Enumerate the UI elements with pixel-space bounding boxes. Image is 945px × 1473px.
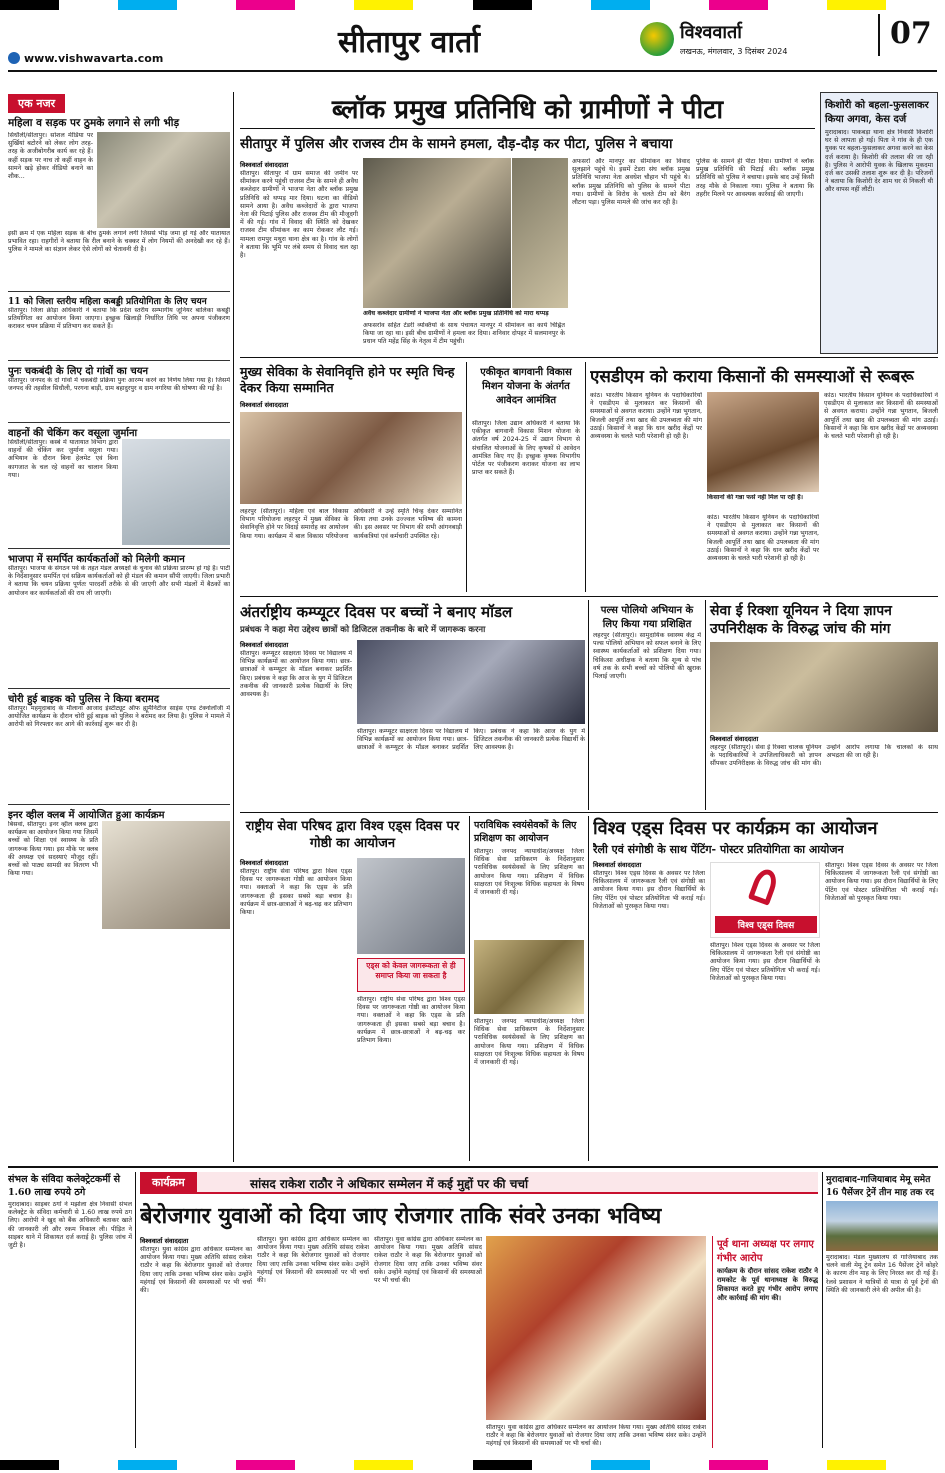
story-head: चोरी हुई बाइक को पुलिस ने किया बरामद	[8, 688, 230, 705]
story-body: बिसवां, सीतापुर। इनर व्हील क्लब द्वारा कार्यक्रम का आयोजन किया गया जिसमें बच्चों को शिक्षा एवं स्वास्थ्य के प्रति जागरूक किया गया। इस मौके पर क्लब की अध्यक्ष एवं सदस्याएं मौजूद रहीं। बच्चों को पाठ्य सामग्री का वितरण भी किया गया।	[8, 821, 98, 878]
story-head: मुरादाबाद-गाजियाबाद मेमू समेत 16 पैसेंजर ट्रेनें तीन माह तक रद	[826, 1175, 934, 1198]
story-body: सीतापुर। राष्ट्रीय सेवा परिषद द्वारा विश्व एड्स दिवस पर जागरूकता गोष्ठी का आयोजन किया गया। वक्ताओं ने कहा कि एड्स के प्रति जागरूकता ही इसका सबसे बड़ा बचाव है। कार्यक्रम में छात्र-छात्राओं ने बढ़-चढ़ कर प्रतिभाग किया।	[240, 868, 352, 917]
column-divider	[588, 600, 589, 810]
kicker: सांसद राकेश राठौर ने अधिकार सम्मेलन में कई मुद्दों पर की चर्चा	[250, 1177, 529, 1191]
story-head: विश्व एड्स दिवस पर कार्यक्रम का आयोजन	[593, 818, 878, 839]
train-photo	[826, 1201, 938, 1251]
byline: विश्ववार्ता संवाददाता	[140, 1237, 189, 1245]
sidebar-body: मुरादाबाद। पाकबड़ा थाना क्षेत्र निवासी किशोरी घर से लापता हो गई। पिता ने गांव के ही एक युवक पर बहला-फुसलाकर अगवा करने का केस दर्ज कराया है। किशोरी की तलाश की जा रही है। पुलिस ने आरोपी युवक के खिलाफ मुकदमा दर्ज कर उसकी तलाश शुरू कर दी है। परिजनों ने बताया कि किशोरी देर शाम घर से निकली थी और वापस नहीं लौटी।	[825, 129, 933, 194]
lead-headline: ब्लॉक प्रमुख प्रतिनिधि को ग्रामीणों ने पीटा	[331, 95, 724, 125]
masthead-rule	[8, 70, 937, 72]
story-head: पुनः चकबंदी के लिए दो गांवों का चयन	[8, 360, 230, 377]
lead-subhead: सीतापुर में पुलिस और राजस्व टीम के सामने हमला, दौड़-दौड़ कर पीटा, पुलिस ने बचाया	[240, 136, 673, 152]
color-strip-top	[0, 0, 945, 10]
story-body: कार्यक्रम के दौरान सांसद राकेश राठौर ने रामकोट के पूर्व थानाध्यक्ष के विरुद्ध शिकायत करते हुए गंभीर आरोप लगाए और कार्रवाई की मांग की।	[717, 1267, 818, 1302]
story-photo	[240, 412, 462, 504]
story-head: राष्ट्रीय सेवा परिषद द्वारा विश्व एड्स दिवस पर गोष्ठी का आयोजन	[245, 819, 460, 851]
story-head: सेवा ई रिक्शा यूनियन ने दिया ज्ञापन उपनिरीक्षक के विरुद्ध जांच की मांग	[710, 603, 892, 637]
story-body-2: सीतापुर। जनपद न्यायाधीश/अध्यक्ष जिला विधिक सेवा प्राधिकरण के निर्देशानुसार पराविधिक स्वयंसेवकों के लिए प्रशिक्षण का आयोजन किया गया। प्रशिक्षण में विधिक साक्षरता एवं निःशुल्क विधिक सहायता के विषय में जानकारी दी गई।	[474, 1018, 584, 1067]
lead-col-4: पुलिस के सामने ही पीटा दिया। ग्रामीणों ने ब्लॉक प्रमुख प्रतिनिधि की पिटाई की। ब्लॉक प्रमुख प्रतिनिधि को पुलिस ने बचाया। इसके बाद उन्हें किसी तरह मौके से निकाला गया। पुलिस ने बताया कि तहरीर मिलने पर आवश्यक कार्रवाई की जाएगी।	[696, 158, 814, 198]
story-body: सीतापुर। जनपद के दो गांवों में चकबंदी प्रक्रिया पुनः आरम्भ करने का निर्णय लिया गया है। जिसमें जनपद की तहसील सिधौली, परगना बाड़ी, ग्राम बहादुरपुर व ग्राम नगरिया की घोषणा की गई है।	[8, 377, 230, 393]
story-photo	[707, 392, 819, 492]
sidebar-head: किशोरी को बहला-फुसलाकर किया अगवा, केस दर्ज	[825, 100, 929, 125]
bottom-left	[8, 1172, 132, 1448]
story-body: सीतापुर। कम्प्यूटर साक्षरता दिवस पर विद्यालय में विभिन्न कार्यक्रमों का आयोजन किया गया। छात्र-छात्राओं ने कम्प्यूटर के मॉडल बनाकर प्रदर्शित किए। प्रबंधक ने कहा कि आज के युग में डिजिटल तकनीक की जानकारी प्रत्येक विद्यार्थी के लिए आवश्यक है।	[240, 650, 352, 699]
story-body: कांठ। भारतीय किसान यूनियन के पदाधिकारियों ने एसडीएम से मुलाकात कर किसानों की समस्याओं से अवगत कराया। उन्होंने गन्ना भुगतान, बिजली आपूर्ति तथा खाद की उपलब्धता की मांग उठाई। किसानों ने कहा कि धान खरीद केंद्रों पर अव्यवस्था के चलते भारी परेशानी हो रही है।	[590, 392, 702, 441]
story-head: पराविधिक स्वयंसेवकों के लिए प्रशिक्षण का आयोजन	[474, 820, 577, 844]
story-body: सीतापुर। जिला उद्यान अधिकारी ने बताया कि एकीकृत बागवानी विकास मिशन योजना के अंतर्गत वर्ष 2024-25 में उद्यान विभाग से संचालित योजनाओं के लिए कृषकों से आवेदन आमंत्रित किए गए हैं। इच्छुक कृषक विभागीय पोर्टल पर पंजीकरण कराकर योजना का लाभ प्राप्त कर सकते हैं।	[472, 420, 580, 477]
story-body: सीतापुर। युवा कांग्रेस द्वारा अधिकार सम्मेलन का आयोजन किया गया। मुख्य अतिथि सांसद राकेश राठौर ने कहा कि बेरोजगार युवाओं को रोजगार दिया जाए ताकि उनका भविष्य संवर सके। उन्होंने महंगाई एवं किसानों की समस्याओं पर भी चर्चा की।	[140, 1246, 252, 1295]
story-head: मुख्य सेविका के सेवानिवृत्ति होने पर स्मृति चिन्ह देकर किया सम्मानित	[240, 364, 455, 395]
column-divider	[588, 816, 589, 1161]
byline: विश्ववार्ता संवाददाता	[240, 859, 289, 867]
story-subhead: प्रबंधक ने कहा मेरा उद्देश्य छात्रों को डिजिटल तकनीक के बारे में जागरूक करना	[240, 625, 486, 635]
story-body: इसी क्रम में एक महिला सड़क के बीच ठुमके लगाने लगी जिससे भीड़ जमा हो गई और यातायात प्रभावित रहा। राहगीरों ने बताया कि रील बनाने के चक्कर में लोग नियमों की अनदेखी कर रहे हैं। पुलिस ने मामले का संज्ञान लेकर ऐसे लोगों को चेतावनी दी है।	[8, 230, 230, 254]
pull-quote: एड्स को केवल जागरूकता से ही समाप्त किया जा सकता है	[357, 958, 465, 992]
color-strip-bottom	[0, 1460, 945, 1470]
column-divider	[469, 816, 470, 1161]
story-body: सीतापुर। भाजपा के संगठन पर्व के तहत मंडल अध्यक्षों के चुनाव की प्रक्रिया प्रारम्भ हो गई है। पार्टी के निर्देशानुसार समर्पित एवं सक्रिय कार्यकर्ताओं को ही मंडल की कमान सौंपी जाएगी। जिला प्रभारी ने बताया कि चयन प्रक्रिया पूर्णतः पारदर्शी तरीके से की जाएगी और सभी मंडलों में बैठकों का आयोजन कर कार्यकर्ताओं की राय ली जाएगी।	[8, 565, 230, 597]
masthead	[8, 14, 937, 74]
lead-rule	[240, 128, 815, 129]
story-body-2: सीतापुर। राष्ट्रीय सेवा परिषद द्वारा विश्व एड्स दिवस पर जागरूकता गोष्ठी का आयोजन किया गया। वक्ताओं ने कहा कि एड्स के प्रति जागरूकता ही इसका सबसे बड़ा बचाव है। कार्यक्रम में छात्र-छात्राओं ने बढ़-चढ़ कर प्रतिभाग किया।	[357, 996, 465, 1045]
column-divider	[233, 92, 234, 1162]
story-body-3: सीतापुर। विश्व एड्स दिवस के अवसर पर जिला चिकित्सालय में जागरूकता रैली एवं संगोष्ठी का आयोजन किया गया। इस दौरान विद्यार्थियों के लिए पेंटिंग एवं पोस्टर प्रतियोगिता भी कराई गई। विजेताओं को पुरस्कृत किया गया।	[825, 862, 938, 902]
byline: विश्ववार्ता संवाददाता	[710, 735, 759, 743]
story-head: पूर्व थाना अध्यक्ष पर लगाए गंभीर आरोप	[717, 1239, 814, 1264]
section-rule	[240, 596, 938, 597]
story-body-4: सीतापुर। युवा कांग्रेस द्वारा अधिकार सम्मेलन का आयोजन किया गया। मुख्य अतिथि सांसद राकेश राठौर ने कहा कि बेरोजगार युवाओं को रोजगार दिया जाए ताकि उनका भविष्य संवर सके। उन्होंने महंगाई एवं किसानों की समस्याओं पर भी चर्चा की।	[486, 1424, 706, 1448]
photo-caption: किसानों की गन्ना फसें नहीं मिल पा रही हैं।	[707, 494, 803, 501]
story-photo	[357, 640, 585, 724]
sidebar-box	[820, 92, 938, 354]
side-box	[712, 1236, 818, 1448]
story-body-3: कांठ। भारतीय किसान यूनियन के पदाधिकारियों ने एसडीएम से मुलाकात कर किसानों की समस्याओं से अवगत कराया। उन्होंने गन्ना भुगतान, बिजली आपूर्ति तथा खाद की उपलब्धता की मांग उठाई। किसानों ने कहा कि धान खरीद केंद्रों पर अव्यवस्था के चलते भारी परेशानी हो रही है।	[824, 392, 938, 441]
story-lead: सिधौली/सीतापुर। सोशल मीडिया पर सुर्खियां बटोरने को लेकर लोग तरह-तरह के अजीबोगरीब कार्य कर रहे हैं। कहीं सड़क पर नाच तो कहीं वाहन के सामने खड़े होकर वीडियो बनाने का शौक...	[8, 132, 93, 181]
story-photo	[710, 642, 938, 732]
story-photo	[474, 940, 584, 1014]
karyakram-bar	[140, 1172, 818, 1194]
story-head: संभल के संविदा कलेक्ट्रेटकर्मी से 1.60 लाख रुपये ठगे	[8, 1174, 121, 1198]
story-photo	[357, 858, 465, 954]
column-divider	[585, 362, 586, 592]
byline: विश्ववार्ता संवाददाता	[240, 161, 289, 169]
poster-label: विश्व एड्स दिवस	[715, 916, 817, 933]
story-head: भाजपा में समर्पित कार्यकर्ताओं को मिलेगी कमान	[8, 548, 230, 565]
story-head: अंतर्राष्ट्रीय कम्प्यूटर दिवस पर बच्चों ने बनाए मॉडल	[240, 603, 513, 621]
column-divider	[135, 1172, 136, 1448]
story-body: लहरपुर (सीतापुर)। सेवा ई रिक्शा चालक यूनियन के पदाधिकारियों ने उपजिलाधिकारी को ज्ञापन सौंपकर उपनिरीक्षक के विरुद्ध जांच की मांग की। उन्होंने आरोप लगाया कि चालकों के साथ अभद्रता की जा रही है।	[710, 744, 938, 768]
column-divider	[822, 1172, 823, 1448]
section-rule	[240, 812, 938, 813]
story-body-2: कांठ। भारतीय किसान यूनियन के पदाधिकारियों ने एसडीएम से मुलाकात कर किसानों की समस्याओं से अवगत कराया। उन्होंने गन्ना भुगतान, बिजली आपूर्ति तथा खाद की उपलब्धता की मांग उठाई। किसानों ने कहा कि धान खरीद केंद्रों पर अव्यवस्था के चलते भारी परेशानी हो रही है।	[707, 514, 819, 563]
story-body: सिधौली/सीतापुर। कस्बे में यातायात विभाग द्वारा वाहनों की चेकिंग कर जुर्माना वसूला गया। अभियान के दौरान बिना हेलमेट एवं बिना कागजात के चल रहे वाहनों का चालान किया गया।	[8, 439, 118, 479]
lead-photo-caption: अवैध कब्जेदार ग्रामीणों ने भाजपा नेता और ब्लॉक प्रमुख प्रतिनिधि को मारा थप्पड़	[363, 310, 549, 317]
story-body-2: सीतापुर। विश्व एड्स दिवस के अवसर पर जिला चिकित्सालय में जागरूकता रैली एवं संगोष्ठी का आयोजन किया गया। इस दौरान विद्यार्थियों के लिए पेंटिंग एवं पोस्टर प्रतियोगिता भी कराई गई। विजेताओं को पुरस्कृत किया गया।	[710, 942, 820, 982]
story-body-2: सीतापुर। कम्प्यूटर साक्षरता दिवस पर विद्यालय में विभिन्न कार्यक्रमों का आयोजन किया गया। छात्र-छात्राओं ने कम्प्यूटर के मॉडल बनाकर प्रदर्शित किए। प्रबंधक ने कहा कि आज के युग में डिजिटल तकनीक की जानकारी प्रत्येक विद्यार्थी के लिए आवश्यक है।	[357, 728, 585, 752]
story-body: सीतापुर। जिला क्रीड़ा अधिकारी ने बताया कि प्रदेश स्तरीय सम्भागीय जूनियर बालिका कबड्डी प्रतियोगिता का आयोजन किया जाएगा। इच्छुक खिलाड़ी निर्धारित तिथि पर अपना पंजीकरण कराकर चयन प्रक्रिया में प्रतिभाग कर सकते हैं।	[8, 307, 230, 331]
story-body: मुरादाबाद। साइबर ठगों ने मझोला क्षेत्र निवासी संभल कलेक्ट्रेट के संविदा कर्मचारी से 1.60 लाख रुपये ठग लिए। आरोपी ने खुद को बैंक अधिकारी बताकर खाते की जानकारी ली और रकम निकाल ली। पीड़ित ने साइबर थाने में शिकायत दर्ज कराई है। पुलिस जांच में जुटी है।	[8, 1201, 132, 1250]
story-subhead: रैली एवं संगोष्ठी के साथ पेंटिंग- पोस्टर प्रतियोगिता का आयोजन	[593, 843, 844, 856]
lead-col-2: अफसरोंव सहित टेंडरी व्यक्तियों के साथ पंचायत मानपुर में सीमांकन का कार्य चिह्नित किया जा रहा था। इसी बीच ग्रामीणों ने हमला कर दिया। शनिवार दोपहर में सलमानपुर के प्रधान पति महेंद्र सिंह के नेतृत्व में टीम पहुंची।	[363, 322, 565, 346]
ek-nazar-tag: एक नजर	[8, 94, 65, 113]
story-photo	[97, 132, 230, 228]
story-photo	[486, 1236, 706, 1420]
story-body: सीतापुर। जनपद न्यायाधीश/अध्यक्ष जिला विधिक सेवा प्राधिकरण के निर्देशानुसार पराविधिक स्वयंसेवकों के लिए प्रशिक्षण का आयोजन किया गया। प्रशिक्षण में विधिक साक्षरता एवं निःशुल्क विधिक सहायता के विषय में जानकारी दी गई।	[474, 848, 584, 897]
story-head: एकीकृत बागवानी विकास मिशन योजना के अंतर्गत आवेदन आमंत्रित	[480, 367, 572, 406]
lead-photo-2	[512, 158, 568, 308]
story-body: मुरादाबाद। मंडल मुख्यालय से गाजियाबाद तक चलने वाली मेमू ट्रेन समेत 16 पैसेंजर ट्रेनें कोहरे के कारण तीन माह के लिए निरस्त कर दी गई हैं। रेलवे प्रशासन ने यात्रियों से यात्रा से पूर्व ट्रेनों की स्थिति की जानकारी लेने की अपील की है।	[826, 1254, 938, 1294]
story-body: लहरपुर (सीतापुर)। महिला एवं बाल विकास विभाग परियोजना लहरपुर में मुख्य सेविका के सेवानिवृत्ति होने पर विदाई समारोह का आयोजन किया गया। कार्यक्रम में बाल विकास परियोजना अधिकारी ने उन्हें स्मृति चिन्ह देकर सम्मानित किया तथा उनके उज्ज्वल भविष्य की कामना की। इस अवसर पर विभाग की सभी आंगनबाड़ी कार्यकत्रियां एवं कर्मचारी उपस्थित रहे।	[240, 508, 462, 540]
story-head: 11 को जिला स्तरीय महिला कबड्डी प्रतियोगिता के लिए चयन	[8, 291, 230, 307]
site-url[interactable]: www.vishwavarta.com	[8, 52, 163, 65]
lead-col-3: अफसरों और मानपुर का सीमांकन का विवाद सुलझाने पहुंचे थे। इसमें टेडरा संघ ब्लॉक प्रमुख प्रतिनिधि भाजपा नेता अवधेश चौहान भी पहुंचे थे। ब्लॉक प्रमुख प्रतिनिधि को पुलिस के सामने पीटा गया। ग्रामीणों के विरोध के चलते टीम को बैरंग लौटना पड़ा। पुलिस मामले की जांच कर रही है।	[572, 158, 690, 207]
byline: विश्ववार्ता संवाददाता	[593, 861, 642, 869]
section-title: सीतापुर वार्ता	[338, 25, 480, 60]
lead-col-1: सीतापुर। सीतापुर में ग्राम समाज की जमीन पर सीमांकन करने पहुंची राजस्व टीम के सामने ही अवैध कब्जेदार ग्रामीणों ने भाजपा नेता और ब्लॉक प्रमुख प्रतिनिधि को थप्पड़ मार दिया। घटना का वीडियो सामने आया है। अवैध कब्जेदारों के द्वारा भाजपा नेता की पिटाई पुलिस और राजस्व टीम की मौजूदगी में की गई। गांव में विवाद की स्थिति को देखकर राजस्व टीम सीमांकन का काम रोककर लौट गई। मामला रामपुर मथुरा थाना क्षेत्र का है। गांव के लोगों ने बताया कि भूमि पर लंबे समय से विवाद चल रहा है।	[240, 170, 358, 260]
lead-photo	[363, 158, 511, 308]
byline: विश्ववार्ता संवाददाता	[240, 401, 289, 409]
byline: विश्ववार्ता संवाददाता	[240, 641, 289, 649]
column-divider	[466, 362, 467, 592]
section-rule	[240, 357, 938, 358]
page-number: 07	[878, 14, 937, 56]
story-body: लहरपुर (सीतापुर)। सामुदायिक स्वास्थ्य केंद्र में पल्स पोलियो अभियान को सफल बनाने के लिए स्वास्थ्य कार्यकर्ताओं को प्रशिक्षण दिया गया। चिकित्सा अधीक्षक ने बताया कि शून्य से पांच वर्ष तक के सभी बच्चों को पोलियो की खुराक पिलाई जाएगी।	[593, 632, 701, 681]
red-ribbon-icon	[748, 866, 780, 905]
dateline: लखनऊ, मंगलवार, 3 दिसंबर 2024	[680, 47, 788, 56]
column-divider	[705, 600, 706, 810]
bottom-headline: बेरोजगार युवाओं को दिया जाए रोजगार ताकि संवरे उनका भविष्य	[140, 1203, 662, 1229]
story-head: इनर व्हील क्लब में आयोजित हुआ कार्यक्रम	[8, 804, 230, 821]
left-column	[8, 92, 230, 1162]
story-body-3: सीतापुर। युवा कांग्रेस द्वारा अधिकार सम्मेलन का आयोजन किया गया। मुख्य अतिथि सांसद राकेश राठौर ने कहा कि बेरोजगार युवाओं को रोजगार दिया जाए ताकि उनका भविष्य संवर सके। उन्होंने महंगाई एवं किसानों की समस्याओं पर भी चर्चा की।	[374, 1236, 482, 1285]
story-photo	[122, 439, 230, 545]
story-body: सीतापुर। विश्व एड्स दिवस के अवसर पर जिला चिकित्सालय में जागरूकता रैली एवं संगोष्ठी का आयोजन किया गया। इस दौरान विद्यार्थियों के लिए पेंटिंग एवं पोस्टर प्रतियोगिता भी कराई गई। विजेताओं को पुरस्कृत किया गया।	[593, 870, 705, 910]
bottom-right	[826, 1172, 938, 1448]
story-head: महिला व सड़क पर ठुमके लगाने से लगी भीड़	[8, 117, 180, 129]
story-head: वाहनों की चेकिंग कर वसूला जुर्माना	[8, 422, 230, 439]
logo-mark-icon	[640, 22, 674, 56]
story-body-2: सीतापुर। युवा कांग्रेस द्वारा अधिकार सम्मेलन का आयोजन किया गया। मुख्य अतिथि सांसद राकेश राठौर ने कहा कि बेरोजगार युवाओं को रोजगार दिया जाए ताकि उनका भविष्य संवर सके। उन्होंने महंगाई एवं किसानों की समस्याओं पर भी चर्चा की।	[257, 1236, 369, 1285]
story-photo	[102, 821, 230, 929]
karyakram-tag: कार्यक्रम	[140, 1172, 197, 1192]
aids-poster	[710, 862, 820, 938]
logo-text: विश्ववार्ता	[680, 22, 742, 43]
globe-icon	[8, 52, 20, 64]
bottom-rule	[8, 1166, 938, 1168]
story-body: सीतापुर। महमूदाबाद के मौलाना आजाद इंस्टीट्यूट ऑफ ह्यूमैनिटीज साइंस एण्ड टेक्नोलॉजी में आयोजित कार्यक्रम के दौरान चोरी हुई बाइक को पुलिस ने बरामद कर लिया है। पुलिस ने मामले में आरोपी को गिरफ्तार कर आगे की कार्रवाई शुरू कर दी है।	[8, 705, 230, 729]
story-head: पल्स पोलियो अभियान के लिए किया गया प्रशिक्षित	[600, 605, 694, 630]
story-head: एसडीएम को कराया किसानों की समस्याओं से रूबरू	[590, 367, 914, 387]
